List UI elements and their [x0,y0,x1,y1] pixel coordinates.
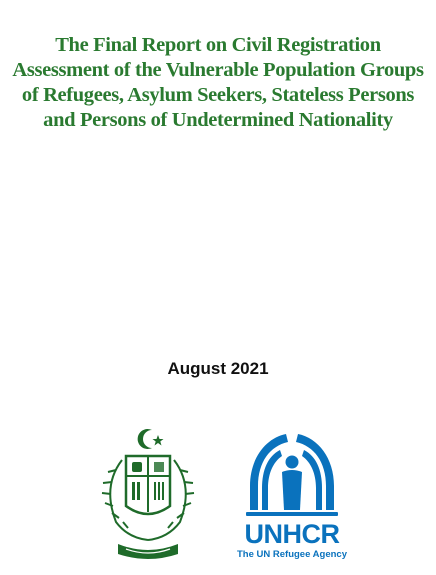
pakistan-state-emblem-icon [92,426,204,562]
unhcr-logo [228,428,356,564]
title-line-2: Assessment of the Vulnerable Population Groups [12,59,424,81]
unhcr-logo-icon [236,428,348,518]
unhcr-tagline: The UN Refugee Agency [237,549,347,560]
title-line-3: of Refugees, Asylum Seekers, Stateless Persons [21,84,415,106]
unhcr-wordmark: UNHCR [244,519,340,549]
report-date: August 2021 [167,359,269,378]
title-line-1: The Final Report on Civil Registration [55,34,381,56]
report-title [0,33,436,133]
title-line-4: and Persons of Undetermined Nationality [43,109,393,131]
